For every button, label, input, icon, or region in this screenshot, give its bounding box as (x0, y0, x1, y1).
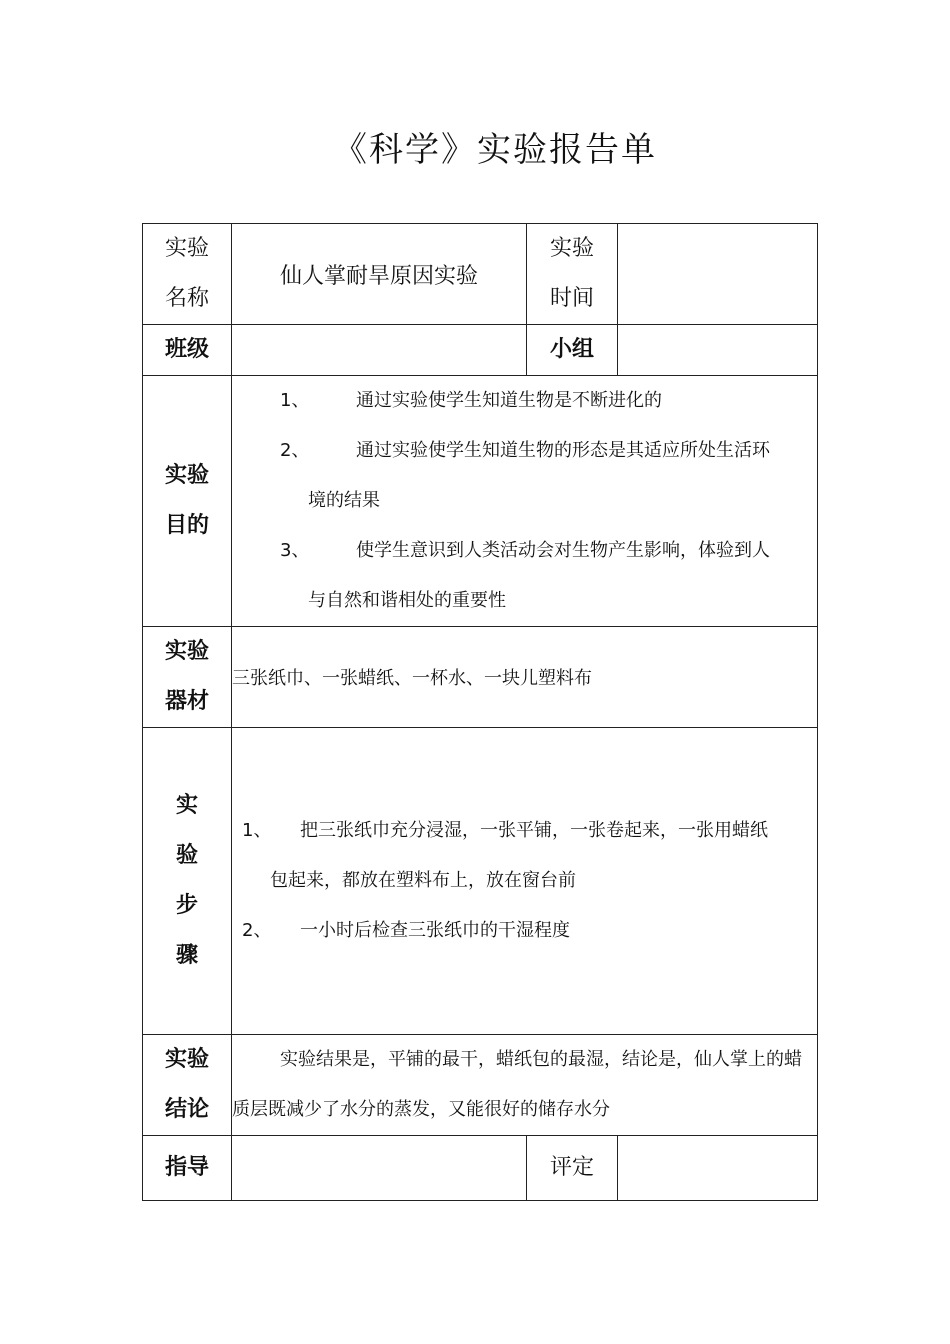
row-steps (143, 728, 818, 1035)
group-value[interactable] (618, 325, 818, 376)
rating-value[interactable] (618, 1136, 818, 1201)
purpose-item-number: 3、 (280, 540, 310, 561)
step-item-number: 2、 (242, 920, 272, 941)
class-value[interactable] (232, 325, 527, 376)
report-table (142, 223, 818, 1201)
class-label: 班级 (143, 325, 232, 376)
step-item-number: 1、 (242, 820, 272, 841)
guide-label: 指导 (143, 1136, 232, 1201)
row-purpose (143, 376, 818, 627)
experiment-name-label: 实验 名称 (143, 224, 232, 325)
purpose-label: 实验 目的 (143, 376, 232, 627)
row-materials (143, 627, 818, 728)
row-class (143, 325, 818, 376)
purpose-item-number: 2、 (280, 440, 310, 461)
purpose-item (280, 376, 803, 426)
purpose-list (232, 376, 817, 626)
steps-content (232, 728, 818, 1035)
step-item (242, 906, 803, 956)
experiment-time-label: 实验 时间 (527, 224, 618, 325)
rating-label: 评定 (527, 1136, 618, 1201)
step-item-line: 一小时后检查三张纸巾的干湿程度 (300, 920, 570, 941)
purpose-item-line: 通过实验使学生知道生物是不断进化的 (356, 390, 662, 411)
row-conclusion (143, 1035, 818, 1136)
materials-label: 实验 器材 (143, 627, 232, 728)
materials-text: 三张纸巾、一张蜡纸、一杯水、一块儿塑料布 (232, 627, 818, 728)
conclusion-label: 实验 结论 (143, 1035, 232, 1136)
experiment-time-value[interactable] (618, 224, 818, 325)
step-item (242, 806, 803, 906)
row-footer (143, 1136, 818, 1201)
purpose-item (280, 426, 803, 526)
experiment-name-value[interactable]: 仙人掌耐旱原因实验 (232, 224, 527, 325)
steps-label: 实 验 步 骤 (143, 728, 232, 1035)
purpose-item-line: 通过实验使学生知道生物的形态是其适应所处生活环 (356, 440, 770, 461)
step-item-continuation: 包起来，都放在塑料布上，放在窗台前 (270, 870, 576, 891)
purpose-item-number: 1、 (280, 390, 310, 411)
row-experiment-name (143, 224, 818, 325)
purpose-content (232, 376, 818, 627)
step-item-line: 把三张纸巾充分浸湿，一张平铺，一张卷起来，一张用蜡纸 (300, 820, 768, 841)
purpose-item-line: 使学生意识到人类活动会对生物产生影响，体验到人 (356, 540, 770, 561)
purpose-item (280, 526, 803, 626)
guide-value[interactable] (232, 1136, 527, 1201)
document-title: 《科学》实验报告单 (333, 130, 657, 170)
purpose-item-continuation: 境的结果 (308, 490, 380, 511)
purpose-item-continuation: 与自然和谐相处的重要性 (308, 590, 506, 611)
steps-list (232, 806, 817, 956)
group-label: 小组 (527, 325, 618, 376)
conclusion-text: 实验结果是，平铺的最干，蜡纸包的最湿，结论是，仙人掌上的蜡质层既减少了水分的蒸发，又能很好的储存水分 (232, 1035, 818, 1136)
